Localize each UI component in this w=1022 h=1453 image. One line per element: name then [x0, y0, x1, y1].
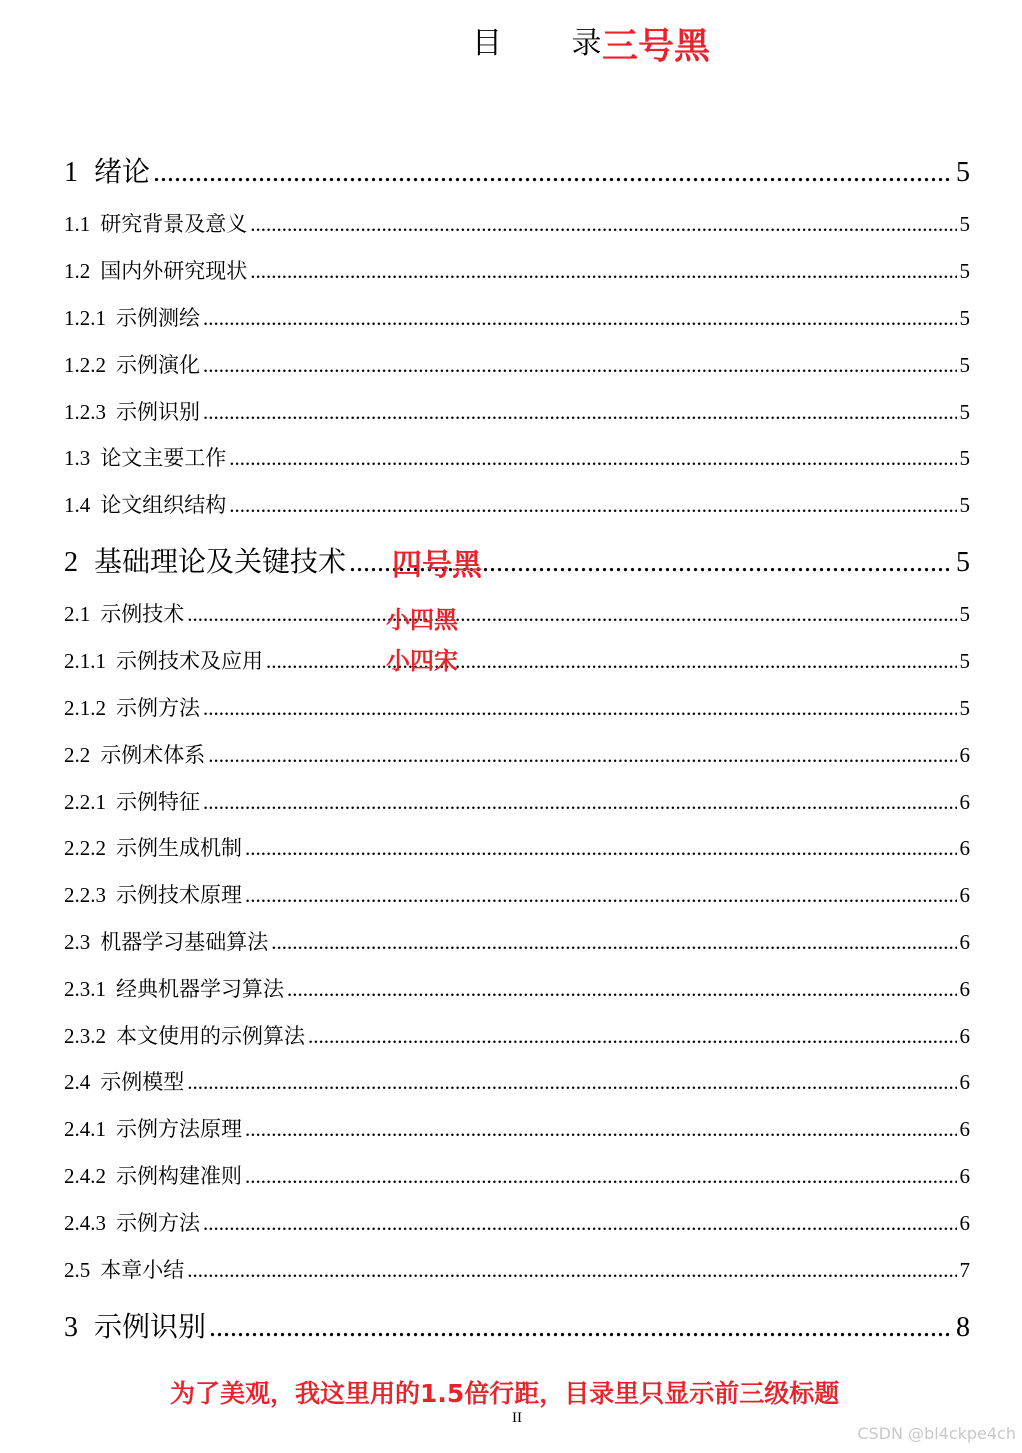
toc-entry — [64, 1207, 970, 1237]
toc-entry-title: 示例技术及应用 — [116, 649, 263, 673]
toc-entry — [64, 786, 970, 816]
toc-entry-number: 1.2.3 — [64, 400, 106, 424]
toc-entry-number: 1.1 — [64, 212, 91, 236]
toc-leader-dots — [153, 157, 953, 189]
toc-entry-page: 6 — [959, 883, 970, 907]
watermark: CSDN @bl4ckpe4ch — [857, 1424, 1016, 1443]
toc-entry-number: 2.3.1 — [64, 977, 106, 1001]
toc-entry-number: 2.4 — [64, 1070, 91, 1094]
toc-entry-page: 8 — [956, 1312, 970, 1343]
toc-entry-page: 5 — [959, 306, 970, 330]
toc-entry-title: 示例术体系 — [100, 743, 206, 767]
toc-entry — [64, 973, 970, 1003]
toc-entry-number: 2.3.2 — [64, 1024, 106, 1048]
toc-leader-dots — [308, 1024, 957, 1049]
toc-leader-dots — [203, 696, 957, 721]
toc-entry-title: 示例生成机制 — [116, 836, 242, 860]
toc-entry-title: 示例技术原理 — [116, 883, 242, 907]
toc-entry-number: 2.2.2 — [64, 836, 106, 860]
toc-leader-dots — [203, 790, 957, 815]
toc-entry — [64, 1160, 970, 1190]
toc-entry-number: 1.2.1 — [64, 306, 106, 330]
toc-entry-page: 5 — [959, 649, 970, 673]
toc-entry-number: 2.4.1 — [64, 1117, 106, 1141]
toc-entry-title: 基础理论及关键技术 — [94, 545, 347, 578]
toc-entry-number: 2.2.1 — [64, 790, 106, 814]
toc-entry-page: 5 — [959, 493, 970, 517]
toc-entry — [64, 879, 970, 909]
toc-entry-title: 示例技术 — [100, 602, 185, 626]
toc-entry — [64, 1254, 970, 1284]
toc-entry-page: 5 — [959, 446, 970, 470]
toc-entry-title: 论文组织结构 — [100, 493, 227, 517]
annotation-title-font: 三号黑 — [602, 26, 711, 67]
toc-entry-page: 6 — [959, 1024, 970, 1048]
toc-entry — [64, 832, 970, 862]
toc-entry — [64, 349, 970, 379]
toc-entry-title: 示例方法 — [116, 696, 200, 720]
toc-entry-page: 7 — [959, 1258, 970, 1282]
toc-entry-title: 示例方法 — [116, 1211, 200, 1235]
page-number: II — [512, 1410, 522, 1426]
toc-entry-page: 6 — [959, 1211, 970, 1235]
toc-entry-page: 5 — [959, 212, 970, 236]
toc-entry — [64, 739, 970, 769]
toc-entry-page: 5 — [959, 602, 970, 626]
toc-entry-page: 6 — [959, 1164, 970, 1188]
toc-entry-number: 1.4 — [64, 493, 91, 517]
toc-leader-dots — [250, 212, 956, 237]
toc-entry — [64, 1020, 970, 1050]
toc-entry-title: 机器学习基础算法 — [100, 930, 269, 954]
toc-entry — [64, 255, 970, 285]
toc-entry — [64, 1113, 970, 1143]
toc-entry-title: 本文使用的示例算法 — [116, 1024, 305, 1048]
toc-leader-dots — [245, 836, 957, 861]
annotation-level1-font: 四号黑 — [392, 548, 482, 583]
toc-entry — [64, 645, 970, 675]
toc-leader-dots — [203, 1211, 957, 1236]
toc-entry-title: 示例方法原理 — [116, 1117, 242, 1141]
toc-entry-page: 6 — [959, 1070, 970, 1094]
toc-leader-dots — [203, 353, 957, 378]
toc-leader-dots — [209, 1312, 953, 1344]
toc-entry-number: 1.2 — [64, 259, 91, 283]
toc-entry-title: 示例识别 — [94, 1310, 207, 1343]
toc-entry-number: 2.5 — [64, 1258, 91, 1282]
toc-entry-page: 5 — [959, 259, 970, 283]
toc-leader-dots — [187, 1258, 956, 1283]
toc-title: 目 录 — [472, 26, 632, 61]
toc-entry-number: 1.3 — [64, 446, 91, 470]
toc-entry-page: 5 — [956, 157, 970, 188]
toc-entry — [64, 302, 970, 332]
toc-entry-title: 示例演化 — [116, 353, 200, 377]
toc-entry-title: 示例识别 — [116, 400, 200, 424]
toc-entry-number: 2.4.3 — [64, 1211, 106, 1235]
toc-entry-page: 6 — [959, 1117, 970, 1141]
toc-entry-title: 论文主要工作 — [100, 446, 227, 470]
toc-leader-dots — [250, 259, 956, 284]
toc-entry — [64, 1305, 970, 1345]
toc-entry-number: 3 — [64, 1312, 78, 1343]
toc-entry-page: 6 — [959, 930, 970, 954]
toc-leader-dots — [203, 306, 957, 331]
toc-entry-title: 经典机器学习算法 — [116, 977, 284, 1001]
toc-entry-title: 示例特征 — [116, 790, 200, 814]
toc-entry — [64, 489, 970, 519]
toc-entry — [64, 598, 970, 628]
toc-leader-dots — [245, 1117, 957, 1142]
toc-entry-number: 1 — [64, 157, 78, 188]
toc-entry-page: 5 — [959, 696, 970, 720]
toc-leader-dots — [287, 977, 957, 1002]
toc-entry-title: 绪论 — [94, 155, 151, 188]
toc-entry-page: 6 — [959, 836, 970, 860]
toc-entry-page: 5 — [959, 400, 970, 424]
toc-entry-title: 国内外研究现状 — [100, 259, 248, 283]
toc-entry — [64, 208, 970, 238]
toc-entry — [64, 692, 970, 722]
toc-entry-number: 2.2 — [64, 743, 91, 767]
toc-leader-dots — [245, 883, 957, 908]
toc-entry-title: 示例模型 — [100, 1070, 185, 1094]
toc-leader-dots — [203, 400, 957, 425]
toc-entry-page: 6 — [959, 743, 970, 767]
toc-leader-dots — [266, 649, 957, 674]
toc-entry-page: 6 — [959, 790, 970, 814]
toc-entry-number: 2 — [64, 547, 78, 578]
toc-entry-number: 2.4.2 — [64, 1164, 106, 1188]
toc-entry-number: 2.1 — [64, 602, 91, 626]
toc-entry-title: 研究背景及意义 — [100, 212, 248, 236]
toc-entry-number: 2.2.3 — [64, 883, 106, 907]
toc-leader-dots — [187, 602, 956, 627]
annotation-footer-note: 为了美观，我这里用的1.5倍行距，目录里只显示前三级标题 — [170, 1379, 840, 1408]
toc-entry-number: 2.1.1 — [64, 649, 106, 673]
annotation-level3-font: 小四宋 — [386, 647, 458, 675]
toc-leader-dots — [245, 1164, 957, 1189]
annotation-level2-font: 小四黑 — [386, 606, 458, 634]
toc-entry-number: 1.2.2 — [64, 353, 106, 377]
toc-leader-dots — [208, 743, 956, 768]
toc-entry — [64, 150, 970, 190]
toc-leader-dots — [271, 930, 956, 955]
toc-entry-title: 本章小结 — [100, 1258, 185, 1282]
toc-entry — [64, 442, 970, 472]
toc-entry — [64, 926, 970, 956]
toc-entry-number: 2.1.2 — [64, 696, 106, 720]
toc-entry-page: 6 — [959, 977, 970, 1001]
toc-entry-page: 5 — [956, 547, 970, 578]
toc-entry — [64, 1066, 970, 1096]
toc-entry-number: 2.3 — [64, 930, 91, 954]
toc-leader-dots — [229, 493, 956, 518]
toc-entry — [64, 396, 970, 426]
toc-entry-title: 示例构建准则 — [116, 1164, 242, 1188]
toc-entry — [64, 540, 970, 580]
toc-leader-dots — [229, 446, 956, 471]
toc-entry-title: 示例测绘 — [116, 306, 200, 330]
toc-leader-dots — [187, 1070, 956, 1095]
toc-entry-page: 5 — [959, 353, 970, 377]
